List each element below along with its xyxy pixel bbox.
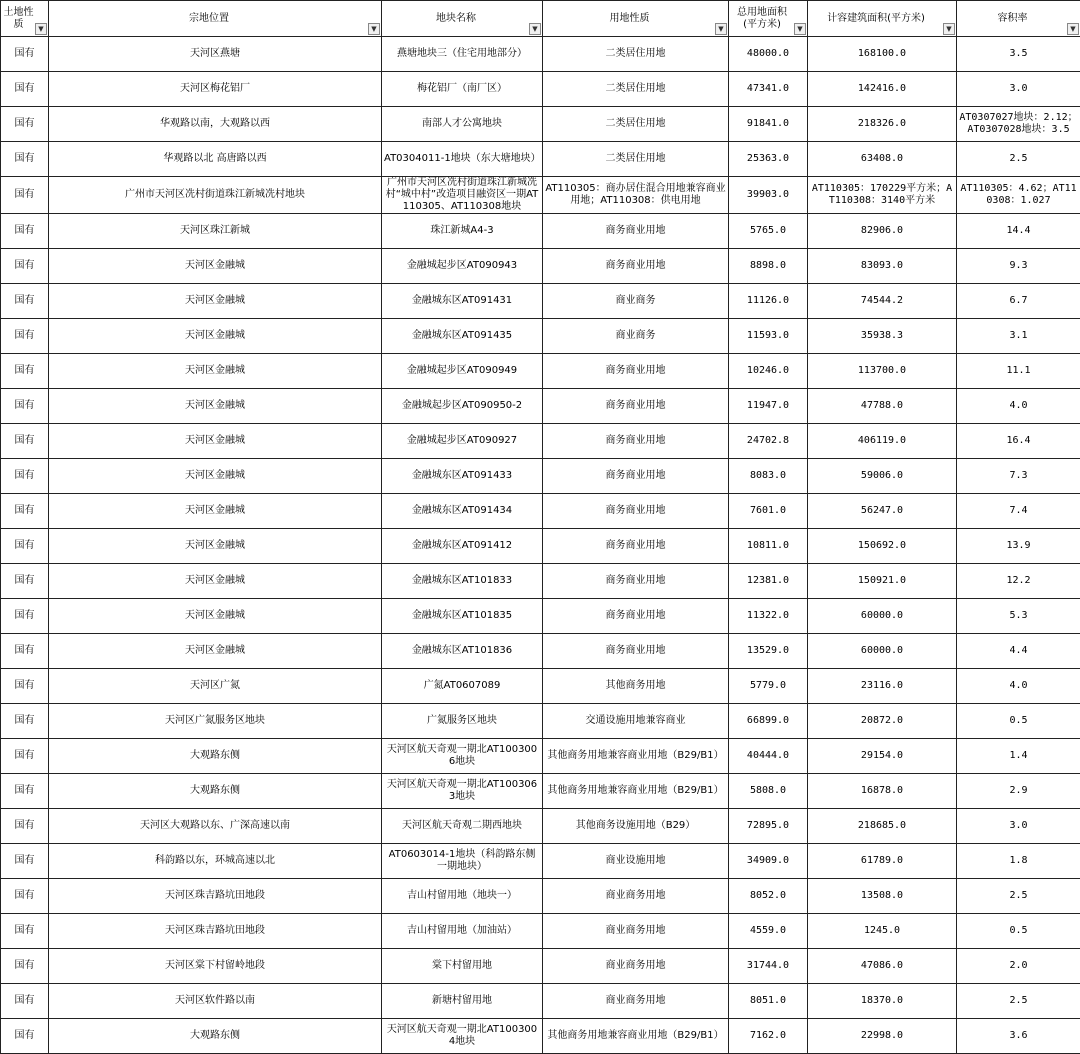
table-cell[interactable]: 国有 [1,564,49,599]
table-cell[interactable]: 11947.0 [729,389,808,424]
table-cell[interactable]: 国有 [1,984,49,1019]
table-cell[interactable]: 燕塘地块三（住宅用地部分） [382,37,543,72]
header-row [1,1,1080,37]
table-cell[interactable]: 218326.0 [808,107,957,142]
table-cell[interactable]: 二类居住用地 [543,142,729,177]
table-cell[interactable]: 91841.0 [729,107,808,142]
table-cell[interactable]: 0.5 [957,704,1080,739]
table-row [1,844,1080,879]
table-cell[interactable]: 天河区航天奇观二期西地块 [382,809,543,844]
table-cell[interactable]: 3.0 [957,72,1080,107]
table-cell[interactable]: 3.5 [957,37,1080,72]
table-row [1,599,1080,634]
table-cell[interactable]: 5765.0 [729,214,808,249]
table-row [1,984,1080,1019]
table-cell[interactable]: 2.9 [957,774,1080,809]
table-cell[interactable]: 金融城起步区AT090943 [382,249,543,284]
table-cell[interactable]: 天河区梅花铝厂 [49,72,382,107]
filter-dropdown-icon[interactable]: ▼ [1067,23,1079,35]
table-cell[interactable]: 商务商业用地 [543,599,729,634]
table-cell[interactable]: 天河区航天奇观一期北AT1003006地块 [382,739,543,774]
table-row [1,494,1080,529]
table-cell[interactable]: 1245.0 [808,914,957,949]
table-cell[interactable]: 天河区珠吉路坑田地段 [49,914,382,949]
table-cell[interactable]: 商业商务用地 [543,879,729,914]
column-header [729,1,808,37]
table-cell[interactable]: 棠下村留用地 [382,949,543,984]
table-cell[interactable]: 国有 [1,879,49,914]
column-header-label: 地块名称 [384,13,540,25]
table-cell[interactable]: 南部人才公寓地块 [382,107,543,142]
table-cell[interactable]: 商业商务用地 [543,914,729,949]
table-cell[interactable]: 0.5 [957,914,1080,949]
table-cell[interactable]: 83093.0 [808,249,957,284]
table-cell[interactable]: 国有 [1,177,49,214]
table-cell[interactable]: 商业商务用地 [543,949,729,984]
table-row [1,177,1080,214]
table-cell[interactable]: 3.1 [957,319,1080,354]
table-cell[interactable]: 天河区金融城 [49,284,382,319]
table-cell[interactable]: 国有 [1,844,49,879]
table-cell[interactable]: 12.2 [957,564,1080,599]
table-cell[interactable]: 天河区金融城 [49,319,382,354]
table-row [1,774,1080,809]
table-cell[interactable]: 24702.8 [729,424,808,459]
table-row [1,564,1080,599]
table-cell[interactable]: 2.5 [957,879,1080,914]
table-cell[interactable]: 商务商业用地 [543,564,729,599]
table-cell[interactable]: 其他商务用地兼容商业用地（B29/B1） [543,1019,729,1054]
table-cell[interactable]: 商务商业用地 [543,494,729,529]
table-cell[interactable]: 11593.0 [729,319,808,354]
table-body [1,37,1080,1054]
table-cell[interactable]: 国有 [1,914,49,949]
table-cell[interactable]: 商务商业用地 [543,214,729,249]
table-cell[interactable]: 金融城东区AT101835 [382,599,543,634]
table-cell[interactable]: 天河区航天奇观一期北AT1003004地块 [382,1019,543,1054]
table-cell[interactable]: 二类居住用地 [543,72,729,107]
table-cell[interactable]: 8051.0 [729,984,808,1019]
table-cell[interactable]: 1.4 [957,739,1080,774]
table-cell[interactable]: 150921.0 [808,564,957,599]
table-cell[interactable]: 13508.0 [808,879,957,914]
table-cell[interactable]: 天河区金融城 [49,494,382,529]
column-header-label: 计容建筑面积(平方米) [810,13,954,25]
column-header [543,1,729,37]
table-cell[interactable]: AT110305：4.62；AT110308：1.027 [957,177,1080,214]
table-cell[interactable]: 商务商业用地 [543,529,729,564]
table-header [1,1,1080,37]
table-cell[interactable]: 8083.0 [729,459,808,494]
table-cell[interactable]: 国有 [1,354,49,389]
table-cell[interactable]: 天河区燕塘 [49,37,382,72]
table-cell[interactable]: 国有 [1,949,49,984]
table-cell[interactable]: 国有 [1,37,49,72]
table-cell[interactable]: 66899.0 [729,704,808,739]
table-cell[interactable]: 国有 [1,72,49,107]
table-cell[interactable]: 金融城东区AT091434 [382,494,543,529]
table-cell[interactable]: 金融城东区AT091435 [382,319,543,354]
table-cell[interactable]: 47341.0 [729,72,808,107]
table-cell[interactable]: 60000.0 [808,634,957,669]
table-cell[interactable]: 天河区航天奇观一期北AT1003063地块 [382,774,543,809]
table-cell[interactable]: 168100.0 [808,37,957,72]
table-cell[interactable]: 82906.0 [808,214,957,249]
table-cell[interactable]: 6.7 [957,284,1080,319]
table-cell[interactable]: 59006.0 [808,459,957,494]
table-cell[interactable]: 交通设施用地兼容商业 [543,704,729,739]
table-cell[interactable]: 商业商务 [543,284,729,319]
table-cell[interactable]: 13529.0 [729,634,808,669]
table-cell[interactable]: 国有 [1,459,49,494]
table-cell[interactable]: 61789.0 [808,844,957,879]
table-cell[interactable]: 商务商业用地 [543,389,729,424]
table-cell[interactable]: 其他商务设施用地（B29） [543,809,729,844]
table-cell[interactable]: 大观路东侧 [49,739,382,774]
table-row [1,107,1080,142]
table-row [1,72,1080,107]
table-cell[interactable]: 天河区珠吉路坑田地段 [49,879,382,914]
table-cell[interactable]: 60000.0 [808,599,957,634]
table-cell[interactable]: 34909.0 [729,844,808,879]
table-cell[interactable]: 国有 [1,809,49,844]
table-cell[interactable]: 10246.0 [729,354,808,389]
table-cell[interactable]: AT0603014-1地块（科韵路东侧一期地块） [382,844,543,879]
table-cell[interactable]: 5.3 [957,599,1080,634]
table-cell[interactable]: 珠江新城A4-3 [382,214,543,249]
table-cell[interactable]: 142416.0 [808,72,957,107]
table-cell[interactable]: 23116.0 [808,669,957,704]
table-cell[interactable]: 150692.0 [808,529,957,564]
table-cell[interactable]: AT0304011-1地块（东大塘地块） [382,142,543,177]
table-cell[interactable]: 3.0 [957,809,1080,844]
table-cell[interactable]: 国有 [1,424,49,459]
table-row [1,704,1080,739]
table-cell[interactable]: 天河区金融城 [49,249,382,284]
table-row [1,949,1080,984]
table-row [1,529,1080,564]
table-cell[interactable]: 其他商务用地兼容商业用地（B29/B1） [543,774,729,809]
table-cell[interactable]: 22998.0 [808,1019,957,1054]
table-cell[interactable]: 20872.0 [808,704,957,739]
table-cell[interactable]: 16.4 [957,424,1080,459]
column-header [957,1,1080,37]
filter-dropdown-icon[interactable]: ▼ [794,23,806,35]
table-cell[interactable]: 18370.0 [808,984,957,1019]
table-cell[interactable]: 天河区软件路以南 [49,984,382,1019]
table-cell[interactable]: 7162.0 [729,1019,808,1054]
table-cell[interactable]: 113700.0 [808,354,957,389]
table-row [1,914,1080,949]
table-cell[interactable]: 商务商业用地 [543,424,729,459]
table-cell[interactable]: 4559.0 [729,914,808,949]
table-cell[interactable]: 5808.0 [729,774,808,809]
table-cell[interactable]: 金融城起步区AT090927 [382,424,543,459]
table-cell[interactable]: 商业商务用地 [543,984,729,1019]
table-cell[interactable]: 其他商务用地兼容商业用地（B29/B1） [543,739,729,774]
table-cell[interactable]: 4.4 [957,634,1080,669]
table-cell[interactable]: 其他商务用地 [543,669,729,704]
column-header [808,1,957,37]
table-cell[interactable]: 商业商务 [543,319,729,354]
table-cell[interactable]: 商务商业用地 [543,354,729,389]
table-cell[interactable]: 吉山村留用地（地块一） [382,879,543,914]
table-cell[interactable]: 7.3 [957,459,1080,494]
table-cell[interactable]: 11126.0 [729,284,808,319]
table-cell[interactable]: 金融城起步区AT090950-2 [382,389,543,424]
table-cell[interactable]: 国有 [1,1019,49,1054]
filter-dropdown-icon[interactable]: ▼ [35,23,47,35]
table-cell[interactable]: 国有 [1,214,49,249]
table-cell[interactable]: 218685.0 [808,809,957,844]
table-cell[interactable]: 金融城东区AT091412 [382,529,543,564]
table-cell[interactable]: 1.8 [957,844,1080,879]
table-cell[interactable]: 商业设施用地 [543,844,729,879]
table-cell[interactable]: 国有 [1,494,49,529]
table-cell[interactable]: 2.5 [957,984,1080,1019]
table-cell[interactable]: 国有 [1,669,49,704]
table-cell[interactable]: AT110305：170229平方米；AT110308：3140平方米 [808,177,957,214]
table-row [1,142,1080,177]
table-cell[interactable]: 商务商业用地 [543,459,729,494]
table-cell[interactable]: 国有 [1,529,49,564]
table-cell[interactable]: 金融城东区AT101836 [382,634,543,669]
table-cell[interactable]: 广州市天河区冼村街道珠江新城冼村“城中村”改造项目融资区一期AT110305、AT110308地块 [382,177,543,214]
table-cell[interactable]: 天河区金融城 [49,564,382,599]
table-row [1,389,1080,424]
table-cell[interactable]: 华观路以南，大观路以西 [49,107,382,142]
table-cell[interactable]: 国有 [1,107,49,142]
table-cell[interactable]: 天河区广氮 [49,669,382,704]
table-cell[interactable]: AT0307027地块：2.12；AT0307028地块：3.5 [957,107,1080,142]
table-cell[interactable]: 国有 [1,704,49,739]
table-cell[interactable]: 47086.0 [808,949,957,984]
table-cell[interactable]: 11.1 [957,354,1080,389]
column-header [1,1,49,37]
column-header-label: 总用地面积(平方米) [731,7,805,31]
table-cell[interactable]: 金融城东区AT091431 [382,284,543,319]
table-cell[interactable]: 二类居住用地 [543,37,729,72]
table-row [1,354,1080,389]
table-row [1,214,1080,249]
table-cell[interactable]: 国有 [1,319,49,354]
table-cell[interactable]: 天河区广氮服务区地块 [49,704,382,739]
table-cell[interactable]: 天河区金融城 [49,529,382,564]
table-cell[interactable]: 63408.0 [808,142,957,177]
table-row [1,739,1080,774]
table-cell[interactable]: 31744.0 [729,949,808,984]
table-row [1,284,1080,319]
table-cell[interactable]: AT110305：商办居住混合用地兼容商业用地；AT110308：供电用地 [543,177,729,214]
filter-dropdown-icon[interactable]: ▼ [529,23,541,35]
table-cell[interactable]: 11322.0 [729,599,808,634]
column-header-label: 土地性质 [3,7,46,31]
table-cell[interactable]: 40444.0 [729,739,808,774]
table-cell[interactable]: 广氮服务区地块 [382,704,543,739]
table-row [1,37,1080,72]
table-cell[interactable]: 天河区大观路以东、广深高速以南 [49,809,382,844]
filter-dropdown-icon[interactable]: ▼ [368,23,380,35]
table-cell[interactable]: 天河区棠下村留岭地段 [49,949,382,984]
table-cell[interactable]: 国有 [1,284,49,319]
table-cell[interactable]: 4.0 [957,669,1080,704]
table-cell[interactable]: 天河区金融城 [49,354,382,389]
table-cell[interactable]: 天河区金融城 [49,599,382,634]
filter-dropdown-icon[interactable]: ▼ [715,23,727,35]
table-cell[interactable]: 金融城起步区AT090949 [382,354,543,389]
table-cell[interactable]: 12381.0 [729,564,808,599]
table-cell[interactable]: 国有 [1,634,49,669]
table-cell[interactable]: 7.4 [957,494,1080,529]
table-cell[interactable]: 5779.0 [729,669,808,704]
table-cell[interactable]: 国有 [1,599,49,634]
column-header-label: 用地性质 [545,13,726,25]
table-cell[interactable]: 35938.3 [808,319,957,354]
table-cell[interactable]: 吉山村留用地（加油站） [382,914,543,949]
table-cell[interactable]: 天河区金融城 [49,634,382,669]
table-cell[interactable]: 8898.0 [729,249,808,284]
column-header-label: 容积率 [959,13,1078,25]
table-cell[interactable]: 广氮AT0607089 [382,669,543,704]
table-cell[interactable]: 梅花铝厂（南厂区） [382,72,543,107]
table-cell[interactable]: 7601.0 [729,494,808,529]
table-cell[interactable]: 国有 [1,389,49,424]
table-row [1,669,1080,704]
table-cell[interactable]: 商务商业用地 [543,634,729,669]
table-cell[interactable]: 国有 [1,739,49,774]
table-cell[interactable]: 天河区金融城 [49,459,382,494]
table-cell[interactable]: 72895.0 [729,809,808,844]
table-cell[interactable]: 金融城东区AT101833 [382,564,543,599]
table-row [1,319,1080,354]
table-cell[interactable]: 8052.0 [729,879,808,914]
table-cell[interactable]: 大观路东侧 [49,774,382,809]
table-row [1,249,1080,284]
table-cell[interactable]: 金融城东区AT091433 [382,459,543,494]
table-cell[interactable]: 2.5 [957,142,1080,177]
table-row [1,1019,1080,1054]
table-cell[interactable]: 3.6 [957,1019,1080,1054]
table-cell[interactable]: 国有 [1,142,49,177]
table-cell[interactable]: 天河区金融城 [49,424,382,459]
filter-dropdown-icon[interactable]: ▼ [943,23,955,35]
table-cell[interactable]: 39903.0 [729,177,808,214]
column-header [382,1,543,37]
table-cell[interactable]: 国有 [1,249,49,284]
table-row [1,634,1080,669]
table-cell[interactable]: 大观路东侧 [49,1019,382,1054]
table-cell[interactable]: 16878.0 [808,774,957,809]
table-cell[interactable]: 国有 [1,774,49,809]
table-cell[interactable]: 74544.2 [808,284,957,319]
table-row [1,424,1080,459]
table-cell[interactable]: 2.0 [957,949,1080,984]
column-header [49,1,382,37]
table-cell[interactable]: 10811.0 [729,529,808,564]
table-cell[interactable]: 华观路以北 高唐路以西 [49,142,382,177]
table-cell[interactable]: 56247.0 [808,494,957,529]
table-cell[interactable]: 新塘村留用地 [382,984,543,1019]
table-cell[interactable]: 9.3 [957,249,1080,284]
table-cell[interactable]: 天河区金融城 [49,389,382,424]
table-cell[interactable]: 47788.0 [808,389,957,424]
table-cell[interactable]: 商务商业用地 [543,249,729,284]
column-header-label: 宗地位置 [51,13,379,25]
table-cell[interactable]: 48000.0 [729,37,808,72]
table-cell[interactable]: 科韵路以东，环城高速以北 [49,844,382,879]
table-cell[interactable]: 29154.0 [808,739,957,774]
table-cell[interactable]: 二类居住用地 [543,107,729,142]
table-cell[interactable]: 14.4 [957,214,1080,249]
table-row [1,459,1080,494]
table-cell[interactable]: 406119.0 [808,424,957,459]
table-row [1,809,1080,844]
table-cell[interactable]: 天河区珠江新城 [49,214,382,249]
table-cell[interactable]: 4.0 [957,389,1080,424]
table-cell[interactable]: 13.9 [957,529,1080,564]
table-cell[interactable]: 广州市天河区冼村街道珠江新城冼村地块 [49,177,382,214]
table-cell[interactable]: 25363.0 [729,142,808,177]
table-row [1,879,1080,914]
